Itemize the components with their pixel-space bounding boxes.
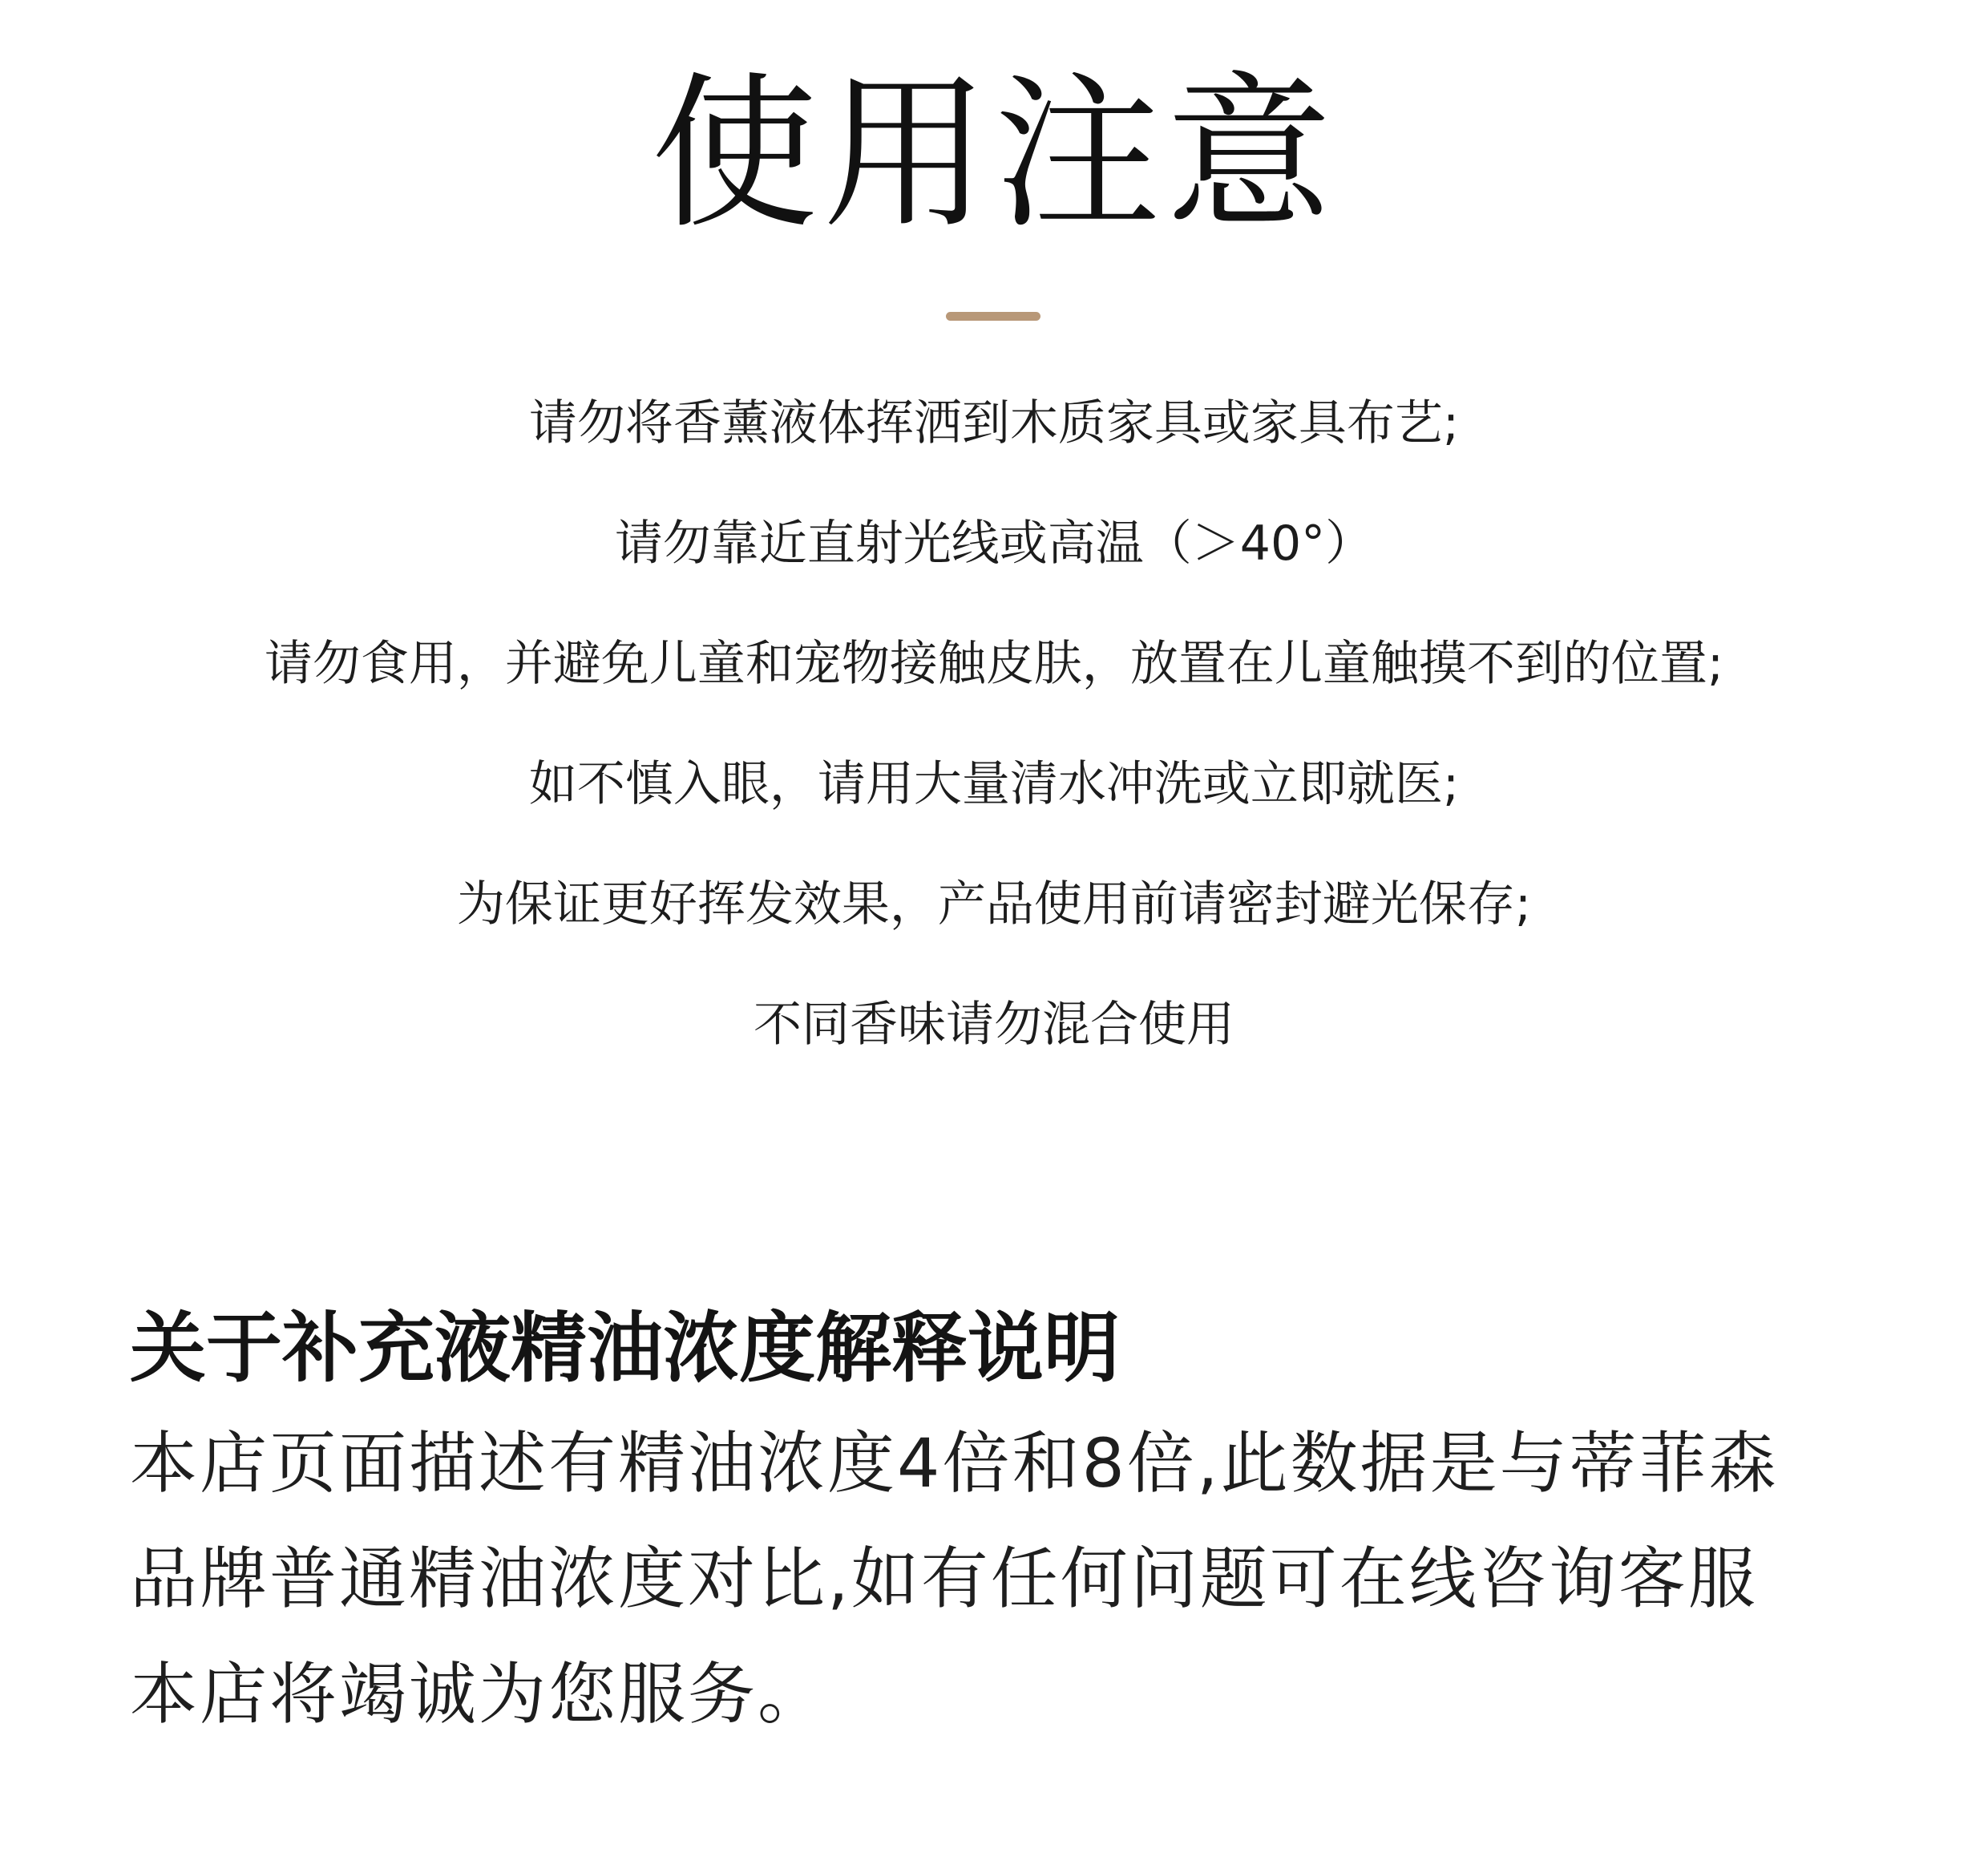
notice-item: 请勿靠近直射光线或高温（＞40°） [614, 516, 1374, 572]
concentration-title: 关于补充液精油浓度解释说明 [130, 1305, 1121, 1393]
concentration-body [130, 1411, 1779, 1758]
notice-item: 请勿食用，并避免儿童和宠物接触皮肤，放置在儿童触摸不到的位置; [264, 636, 1724, 692]
notice-item: 为保证更好挥发效果，产品使用前请密封避光保存; [456, 876, 1532, 933]
title-divider [946, 312, 1040, 321]
concentration-line: 本店将竭诚为您服务。 [130, 1655, 828, 1734]
notice-item: 不同香味请勿混合使用 [754, 997, 1234, 1053]
notice-title: 使用注意 [651, 58, 1337, 252]
concentration-line: 品牌普通精油浓度对比,如有任何问题可在线咨询客服 [130, 1539, 1758, 1618]
notice-item: 如不慎入眼，请用大量清水冲洗或立即就医; [528, 756, 1460, 812]
notice-item: 请勿将香薰液体挥洒到木质家具或家具布艺; [528, 395, 1460, 451]
concentration-line: 本店页面描述有精油浓度4倍和8倍,此数据是与蒂菲森 [130, 1424, 1779, 1503]
notice-list [0, 383, 1988, 1105]
